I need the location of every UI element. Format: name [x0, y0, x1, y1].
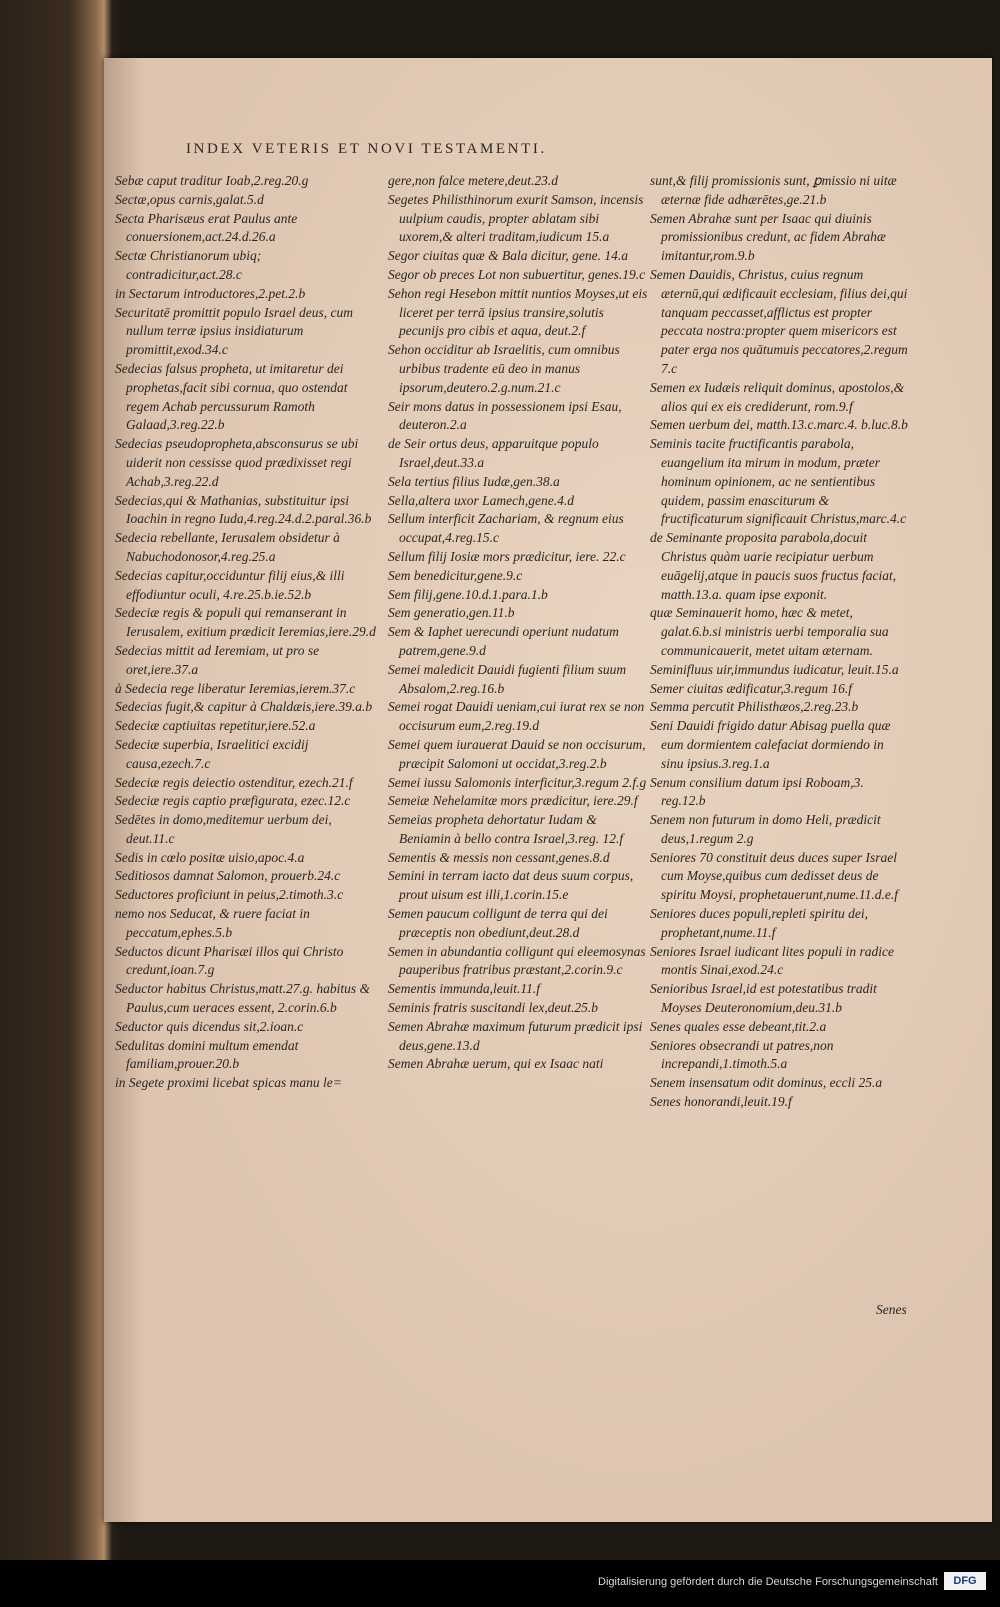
index-entry: quæ Seminauerit homo, hæc & metet, galat.6.b.si ministris uerbi temporalia sua communicauerit, metet uitam æternam.	[650, 605, 889, 658]
index-entry: Semei maledicit Dauidi fugienti filium suum Absalom,2.reg.16.b	[388, 661, 627, 696]
index-entry: Sementis immunda,leuit.11.f	[388, 981, 540, 997]
index-entry: Sedecias mittit ad Ieremiam, ut pro se oret,iere.37.a	[115, 642, 320, 677]
index-entry: Semen Abrahæ maximum futurum prædicit ipsi deus,gene.13.d	[388, 1018, 643, 1053]
index-entry: Sedeciæ superbia, Israelitici excidij causa,ezech.7.c	[115, 736, 309, 771]
index-entry: Seniores 70 constituit deus duces super Israel cum Moyse,quibus cum dedisset deus de spiritu Moysi, prophetauerunt,nume.11.d.e.f	[650, 849, 898, 903]
index-entry: Semeiæ Nehelamitæ mors prædicitur, iere.29.f	[388, 793, 638, 809]
index-entry: Semen paucum colligunt de terra qui dei præceptis non obediunt,deut.28.d	[388, 906, 608, 940]
dfg-logo: DFG	[944, 1572, 986, 1590]
index-entry: Sebæ caput traditur Ioab,2.reg.20.g	[115, 173, 309, 188]
index-entry: Sellum interficit Zachariam, & regnum eius occupat,4.reg.15.c	[388, 511, 624, 546]
index-entry: Securitatē promittit populo Israel deus, cum nullum terræ ipsius insidiaturum promittit,exod.34.c	[115, 304, 353, 358]
index-entry: Seminis fratris suscitandi lex,deut.25.b	[388, 1000, 598, 1016]
index-entry: Sedecias,qui & Mathanias, substituitur ipsi Ioachin in regno Iuda,4.reg.24.d.2.paral.36.b	[115, 492, 372, 527]
index-entry: Segor ob preces Lot non subuertitur, genes.19.c	[388, 266, 646, 282]
index-entry: Sedecias falsus propheta, ut imitaretur dei prophetas,facit sibi cornua, quo ostendat regem Achab percussurum Ramoth Galaad,3.reg.22.b	[115, 360, 348, 433]
index-entry: Sementis & messis non cessant,genes.8.d	[388, 849, 610, 865]
index-entry: Senem insensatum odit dominus, eccli 25.a	[650, 1075, 883, 1091]
index-entry: Semen ex Iudæis reliquit dominus, apostolos,& alios qui ex eis crediderunt, rom.9.f	[650, 379, 905, 414]
index-entry: de Seir ortus deus, apparuitque populo Israel,deut.33.a	[388, 436, 599, 470]
index-entry: Seniores Israel iudicant lites populi in radice montis Sinai,exod.24.c	[650, 943, 894, 978]
index-entry: Sedecias fugit,& capitur à Chaldæis,iere.39.a.b	[115, 699, 373, 715]
index-entry: Sectæ,opus carnis,galat.5.d	[115, 191, 264, 207]
index-entry: Sela tertius filius Iudæ,gen.38.a	[388, 473, 560, 489]
index-entry: à Sedecia rege liberatur Ieremias,ierem.37.c	[115, 680, 356, 696]
index-entry: Semen Dauidis, Christus, cuius regnum æternū,qui ædificauit ecclesiam, filius dei,qui tanquam peccasset,afflictus est propter peccata nostra:propter quem misericors est pater erga nos quātumuis peccatores,2.regum 7.c	[650, 266, 908, 376]
index-entry: Sectæ Christianorum ubiq; contradicitur,act.28.c	[115, 248, 262, 282]
index-entry: in Sectarum introductores,2.pet.2.b	[115, 285, 306, 301]
page-header: INDEX VETERIS ET NOVI TESTAMENTI.	[186, 141, 547, 157]
index-entry: Sedētes in domo,meditemur uerbum dei, deut.11.c	[115, 812, 332, 846]
index-entry: Sedulitas domini multum emendat familiam,prouer.20.b	[115, 1037, 299, 1072]
index-entry: Sedis in cœlo positæ uisio,apoc.4.a	[115, 849, 305, 865]
index-entry: Semer ciuitas ædificatur,3.regum 16.f	[650, 680, 852, 696]
index-entry: Seniores obsecrandi ut patres,non increpandi,1.timoth.5.a	[650, 1037, 834, 1072]
index-column-1	[115, 172, 379, 1093]
index-entry: Seminis tacite fructificantis parabola, euangelium ita mirum in modum, præter hominum opinionem, ac ne sentientibus quidem, passim enasciturum & fructificaturum significauit Christus,marc.4.c	[650, 436, 907, 527]
index-entry: Senes honorandi,leuit.19.f	[650, 1094, 792, 1110]
index-entry: Sedecia rebellante, Ierusalem obsidetur à Nabuchodonosor,4.reg.25.a	[115, 530, 340, 564]
index-entry: Sedecias pseudopropheta,absconsurus se ubi uiderit non cessisse quod prædixisset regi Achab,3.reg.22.d	[115, 436, 359, 489]
funding-notice: Digitalisierung gefördert durch die Deutsche Forschungsgemeinschaft	[598, 1576, 938, 1588]
index-entry: Seditiosos damnat Salomon, prouerb.24.c	[115, 868, 341, 884]
index-entry: Seni Dauidi frigido datur Abisag puella quæ eum dormientem calefaciat dormiendo in sinu ipsius.3.reg.1.a	[650, 718, 891, 771]
index-entry: Senioribus Israel,id est potestatibus tradit Moyses Deuteronomium,deu.31.b	[650, 981, 877, 1016]
index-entry: Seductos dicunt Pharisæi illos qui Christo credunt,ioan.7.g	[115, 943, 344, 978]
index-entry: Semen in abundantia colligunt qui eleemosynas pauperibus fratribus præstant,2.corin.9.c	[388, 943, 646, 978]
index-entry: Seductores proficiunt in peius,2.timoth.3.c	[115, 887, 344, 903]
index-entry: gere,non falce metere,deut.23.d	[388, 173, 558, 188]
index-entry: Sem & Iaphet uerecundi operiunt nudatum patrem,gene.9.d	[388, 624, 619, 658]
index-entry: Sem benedicitur,gene.9.c	[388, 567, 523, 583]
index-entry: Segetes Philisthinorum exurit Samson, incensis uulpium caudis, propter ablatam sibi uxorem,& alteri traditam,iudicum 15.a	[388, 191, 644, 245]
index-entry: Semeias propheta dehortatur Iudam & Beniamin à bello contra Israel,3.reg. 12.f	[388, 812, 624, 846]
index-entry: Sedeciæ regis & populi qui remanserant in Ierusalem, exitium prædicit Ieremias,iere.29.d	[115, 605, 376, 640]
index-entry: Secta Pharisæus erat Paulus ante conuersionem,act.24.d.26.a	[115, 210, 298, 245]
index-entry: sunt,& filij promissionis sunt, ꝑmissio ni uitæ æternæ fide adhærētes,ge.21.b	[650, 173, 897, 207]
index-entry: Sella,altera uxor Lamech,gene.4.d	[388, 492, 574, 508]
index-entry: Semei rogat Dauidi ueniam,cui iurat rex se non occisurum eum,2.reg.19.d	[388, 699, 645, 734]
index-entry: Seir mons datus in possessionem ipsi Esau, deuteron.2.a	[388, 398, 622, 433]
index-entry: Seminifluus uir,immundus iudicatur, leuit.15.a	[650, 661, 899, 677]
index-entry: Semma percutit Philisthæos,2.reg.23.b	[650, 699, 859, 715]
index-entry: Semen Abrahæ uerum, qui ex Isaac nati	[388, 1056, 604, 1072]
index-entry: de Seminante proposita parabola,docuit Christus quàm uarie recipiatur uerbum euāgelij,atque in paucis suos fructus faciat, matth.13.a. quam ipse exponit.	[650, 530, 897, 602]
index-column-3	[650, 172, 908, 1112]
index-entry: Seductor quis dicendus sit,2.ioan.c	[115, 1018, 304, 1034]
index-entry: Semei iussu Salomonis interficitur,3.regum 2.f.g	[388, 774, 647, 790]
index-entry: Sem filij,gene.10.d.1.para.1.b	[388, 586, 548, 602]
index-entry: Sellum filij Iosiæ mors prædicitur, iere. 22.c	[388, 548, 626, 564]
catchword: Senes	[876, 1302, 907, 1317]
index-entry: Seniores duces populi,repleti spiritu dei, prophetant,nume.11.f	[650, 906, 868, 940]
index-entry: in Segete proximi licebat spicas manu le=	[115, 1075, 342, 1091]
index-entry: Semini in terram iacto dat deus suum corpus, prout uisum est illi,1.corin.15.e	[388, 868, 634, 903]
index-entry: Senum consilium datum ipsi Roboam,3. reg.12.b	[650, 774, 864, 809]
index-entry: Sehon regi Hesebon mittit nuntios Moyses,ut eis liceret per terrā ipsius transire,solutis pecunijs pro cibis et aqua, deut.2.f	[388, 285, 648, 339]
index-entry: nemo nos Seducat, & ruere faciat in peccatum,ephes.5.b	[115, 906, 310, 940]
index-entry: Sedeciæ regis captio præfigurata, ezec.12.c	[115, 793, 351, 809]
index-entry: Semen Abrahæ sunt per Isaac qui diuinis promissionibus credunt, ac fidem Abrahæ imitantur,rom.9.b	[650, 210, 886, 264]
index-entry: Sedeciæ captiuitas repetitur,iere.52.a	[115, 718, 316, 734]
index-entry: Sedeciæ regis deiectio ostenditur, ezech.21.f	[115, 774, 353, 790]
index-entry: Semei quem iurauerat Dauid se non occisurum, præcipit Salomoni ut occidat,3.reg.2.b	[388, 736, 646, 771]
index-entry: Sedecias capitur,occiduntur filij eius,& illi effodiuntur oculi, 4.re.25.b.ie.52.b	[115, 567, 345, 602]
index-entry: Seductor habitus Christus,matt.27.g. habitus & Paulus,cum ueraces essent, 2.corin.6.b	[115, 981, 371, 1016]
index-entry: Sem generatio,gen.11.b	[388, 605, 515, 621]
index-column-2	[388, 172, 650, 1074]
index-entry: Senem non futurum in domo Heli, prædicit deus,1.regum 2.g	[650, 812, 881, 846]
index-entry: Segor ciuitas quæ & Bala dicitur, gene. 14.a	[388, 248, 628, 264]
index-entry: Sehon occiditur ab Israelitis, cum omnibus urbibus tradente eū deo in manus ipsorum,deutero.2.g.num.21.c	[388, 342, 620, 395]
index-entry: Semen uerbum dei, matth.13.c.marc.4. b.luc.8.b	[650, 417, 908, 433]
index-entry: Senes quales esse debeant,tit.2.a	[650, 1018, 827, 1034]
